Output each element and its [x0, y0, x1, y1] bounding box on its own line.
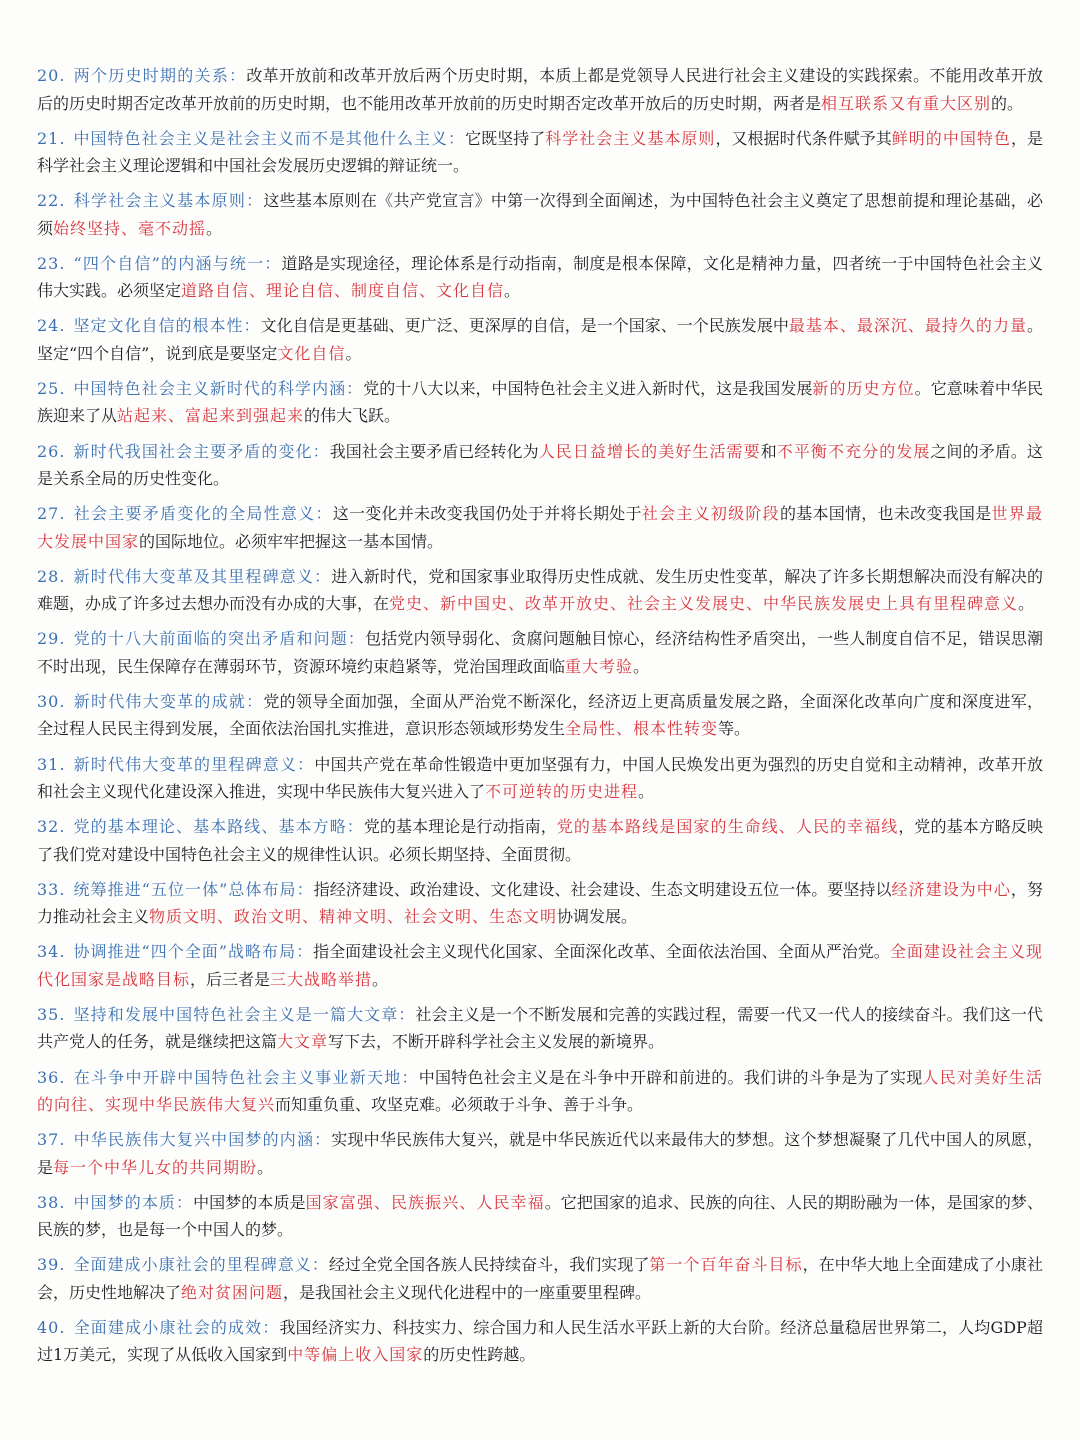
- note-text: 的基本国情，也未改变我国是: [779, 504, 992, 524]
- note-item: [37, 751, 1043, 806]
- note-text: 。: [633, 656, 650, 676]
- note-text: 。: [257, 1157, 274, 1177]
- note-title: 党的十八大前面临的突出矛盾和问题：: [73, 629, 366, 649]
- note-item: [37, 375, 1043, 430]
- highlighted-keyword: 三大战略举措: [270, 969, 373, 989]
- note-text: 。: [1018, 594, 1035, 614]
- note-text: 进入新时代，党和国家事业取得历史性成就、发生历史性变革，解决了许多长期想解决而没有解决的难题，办成了许多过去想办而没有办成的大事，在: [37, 566, 1043, 614]
- note-title: 协调推进“四个全面”战略布局：: [73, 942, 314, 962]
- note-title: 新时代伟大变革的成就：: [73, 691, 264, 711]
- note-text: 党的领导全面加强，全面从严治党不断深化，经济迈上更高质量发展之路，全面深化改革向广度和深度进军，全过程人民民主得到发展，全面依法治国扎实推进，意识形态领域形势发生: [37, 691, 1043, 739]
- note-text: 文化自信是更基础、更广泛、更深厚的自信，是一个国家、一个民族发展中: [260, 316, 789, 336]
- highlighted-keyword: 全局性、根本性转变: [565, 719, 719, 739]
- highlighted-keyword: 文化自信: [277, 343, 346, 363]
- note-text: 它既坚持了: [465, 128, 546, 148]
- highlighted-keyword: 道路自信、理论自信、制度自信、文化自信: [181, 281, 505, 301]
- note-item: [37, 1189, 1043, 1244]
- note-item: [37, 125, 1043, 180]
- note-text: 中国梦的本质是: [193, 1192, 306, 1212]
- note-number: 23.: [37, 253, 66, 273]
- note-text: 。它把国家的追求、民族的向往、人民的期盼融为一体，是国家的梦、民族的梦，也是每一个中国人的梦。: [37, 1192, 1043, 1240]
- note-item: [37, 876, 1043, 931]
- note-text: 。: [206, 218, 223, 238]
- highlighted-keyword: 不可逆转的历史进程: [485, 782, 639, 802]
- highlighted-keyword: 相互联系又有重大区别: [821, 93, 992, 113]
- note-title: 新时代我国社会主要矛盾的变化：: [73, 441, 330, 461]
- note-text: 经过全党全国各族人民持续奋斗，我们实现了: [328, 1255, 650, 1275]
- highlighted-keyword: 物质文明、政治文明、精神文明、社会文明、生态文明: [149, 907, 558, 927]
- note-title: 统筹推进“五位一体”总体布局：: [73, 879, 314, 899]
- note-text: 包括党内领导弱化、贪腐问题触目惊心，经济结构性矛盾突出，一些人制度自信不足，错误思潮不时出现，民生保障存在薄弱环节，资源环境约束趋紧等，党治国理政面临: [37, 629, 1043, 676]
- note-text: ，是科学社会主义理论逻辑和中国社会发展历史逻辑的辩证统一。: [37, 128, 1043, 176]
- highlighted-keyword: 世界最大发展中国家: [37, 504, 1043, 551]
- note-text: ，在中华大地上全面建成了小康社会，历史性地解决了: [37, 1255, 1043, 1302]
- note-number: 33.: [37, 879, 66, 899]
- note-text: 等。: [718, 719, 751, 739]
- note-text: 写下去，不断开辟科学社会主义发展的新境界。: [328, 1032, 665, 1052]
- highlighted-keyword: 始终坚持、毫不动摇: [53, 218, 207, 238]
- note-text: 这些基本原则在《共产党宣言》中第一次得到全面阐述，为中国特色社会主义奠定了思想前提和理论基础，必须: [37, 191, 1043, 238]
- note-title: 新时代伟大变革的里程碑意义：: [73, 754, 315, 774]
- note-item: [37, 1126, 1043, 1181]
- note-text: 。: [345, 343, 362, 363]
- note-text: 的国际地位。必须牢牢把握这一基本国情。: [139, 531, 444, 551]
- note-title: 坚定文化自信的根本性：: [73, 316, 261, 336]
- highlighted-keyword: 社会主义初级阶段: [641, 504, 780, 524]
- highlighted-keyword: 科学社会主义基本原则: [545, 128, 716, 148]
- note-number: 25.: [37, 378, 66, 398]
- note-number: 32.: [37, 817, 66, 837]
- note-title: 中国特色社会主义是社会主义而不是其他什么主义：: [73, 128, 466, 148]
- note-item: [37, 1064, 1043, 1119]
- note-text: 我国经济实力、科技实力、综合国力和人民生活水平跃上新的大台阶。经济总量稳居世界第二，人均GDP超过1万美元，实现了从低收入国家到: [37, 1317, 1043, 1365]
- note-text: 中国共产党在革命性锻造中更加坚强有力，中国人民焕发出更为强烈的历史自觉和主动精神，改革开放和社会主义现代化建设深入推进，实现中华民族伟大复兴进入了: [37, 754, 1043, 802]
- note-text: 党的基本理论是行动指南，: [363, 817, 557, 837]
- note-item: [37, 813, 1043, 868]
- note-item: [37, 938, 1043, 993]
- note-item: [37, 1001, 1043, 1056]
- note-item: [37, 563, 1043, 618]
- highlighted-keyword: 中等偏上收入国家: [287, 1345, 424, 1365]
- note-text: 的历史性跨越。: [423, 1345, 536, 1365]
- note-number: 28.: [37, 566, 66, 586]
- note-item: [37, 62, 1043, 117]
- highlighted-keyword: 经济建设为中心: [891, 879, 1011, 899]
- note-title: 坚持和发展中国特色社会主义是一篇大文章：: [73, 1004, 416, 1024]
- note-text: 指全面建设社会主义现代化国家、全面深化改革、全面依法治国、全面从严治党。: [313, 942, 890, 962]
- note-number: 31.: [37, 754, 66, 774]
- note-item: [37, 688, 1043, 743]
- note-text: 之间的矛盾。这是关系全局的历史性变化。: [37, 441, 1043, 489]
- note-text: 。: [504, 281, 521, 301]
- note-number: 40.: [37, 1317, 66, 1337]
- note-text: 。: [372, 969, 389, 989]
- note-title: 在斗争中开辟中国特色社会主义事业新天地：: [73, 1067, 419, 1087]
- note-number: 21.: [37, 128, 66, 148]
- note-text: ，又根据时代条件赋予其: [715, 128, 892, 148]
- note-text: 指经济建设、政治建设、文化建设、社会建设、生态文明建设五位一体。要坚持以: [313, 879, 892, 899]
- note-text: ，努力推动社会主义: [37, 879, 1043, 927]
- note-text: ，党的基本方略反映了我们党对建设中国特色社会主义的规律性认识。必须长期坚持、全面贯彻。: [37, 817, 1043, 864]
- note-item: [37, 1314, 1043, 1369]
- note-number: 24.: [37, 316, 66, 336]
- note-number: 37.: [37, 1130, 66, 1150]
- note-item: [37, 500, 1043, 555]
- note-text: 和: [760, 441, 777, 461]
- note-title: 中国特色社会主义新时代的科学内涵：: [73, 378, 364, 398]
- note-title: 党的基本理论、基本路线、基本方略：: [73, 817, 364, 837]
- highlighted-keyword: 重大考验: [565, 656, 634, 676]
- note-number: 36.: [37, 1067, 66, 1087]
- note-text: 实现中华民族伟大复兴，就是中华民族近代以来最伟大的梦想。这个梦想凝聚了几代中国人的夙愿，是: [37, 1130, 1043, 1177]
- note-item: [37, 312, 1043, 367]
- note-title: 中华民族伟大复兴中国梦的内涵：: [73, 1130, 332, 1150]
- note-number: 39.: [37, 1255, 66, 1275]
- note-text: ，后三者是: [190, 969, 271, 989]
- highlighted-keyword: 第一个百年奋斗目标: [649, 1255, 803, 1275]
- note-title: 社会主要矛盾变化的全局性意义：: [73, 504, 333, 524]
- highlighted-keyword: 人民日益增长的美好生活需要: [538, 441, 761, 461]
- note-number: 20.: [37, 66, 66, 85]
- note-text: 。坚定“四个自信”，说到底是要坚定: [37, 316, 1043, 363]
- note-text: 社会主义是一个不断发展和完善的实践过程，需要一代又一代人的接续奋斗。我们这一代共产党人的任务，就是继续把这篇: [37, 1004, 1043, 1052]
- note-text: 中国特色社会主义是在斗争中开辟和前进的。我们讲的斗争是为了实现: [418, 1067, 923, 1087]
- note-number: 30.: [37, 691, 66, 711]
- highlighted-keyword: 不平衡不充分的发展: [776, 441, 931, 461]
- highlighted-keyword: 国家富强、民族振兴、人民幸福: [305, 1192, 545, 1212]
- note-title: 科学社会主义基本原则：: [73, 191, 264, 211]
- note-number: 34.: [37, 942, 66, 962]
- note-number: 26.: [37, 441, 66, 461]
- note-text: 我国社会主要矛盾已经转化为: [329, 441, 539, 461]
- highlighted-keyword: 大文章: [277, 1032, 329, 1052]
- note-text: 的。: [991, 93, 1024, 113]
- note-text: 。它意味着中华民族迎来了从: [37, 378, 1043, 426]
- note-text: ，是我国社会主义现代化进程中的一座重要里程碑。: [283, 1282, 652, 1302]
- highlighted-keyword: 站起来、富起来到强起来: [117, 406, 305, 426]
- highlighted-keyword: 全面建设社会主义现代化国家是战略目标: [37, 942, 1043, 989]
- note-item: [37, 438, 1043, 493]
- note-text: 而知重负重、攻坚克难。必须敢于斗争、善于斗争。: [275, 1095, 644, 1114]
- note-number: 22.: [37, 191, 66, 211]
- note-number: 35.: [37, 1004, 66, 1024]
- highlighted-keyword: 新的历史方位: [812, 378, 915, 398]
- highlighted-keyword: 人民对美好生活的向往、实现中华民族伟大复兴: [37, 1067, 1043, 1114]
- note-number: 38.: [37, 1192, 66, 1212]
- note-item: [37, 625, 1043, 680]
- note-text: 党的十八大以来，中国特色社会主义进入新时代，这是我国发展: [363, 378, 813, 398]
- note-number: 27.: [37, 504, 66, 524]
- note-text: 这一变化并未改变我国仍处于并将长期处于: [332, 504, 642, 524]
- highlighted-keyword: 鲜明的中国特色: [891, 128, 1011, 148]
- note-title: 两个历史时期的关系：: [73, 66, 247, 85]
- note-title: 中国梦的本质：: [73, 1192, 194, 1212]
- note-item: [37, 250, 1043, 305]
- note-text: 道路是实现途径，理论体系是行动指南，制度是根本保障，文化是精神力量，四者统一于中国特色社会主义伟大实践。必须坚定: [37, 253, 1043, 301]
- note-text: 改革开放前和改革开放后两个历史时期，本质上都是党领导人民进行社会主义建设的实践探索。不能用改革开放后的历史时期否定改革开放前的历史时期，也不能用改革开放前的历史时期否定改革开放后的历史时期，两者是: [37, 66, 1043, 113]
- note-text: 的伟大飞跃。: [304, 406, 401, 426]
- note-number: 29.: [37, 629, 66, 649]
- note-item: [37, 1251, 1043, 1306]
- highlighted-keyword: 党史、新中国史、改革开放史、社会主义发展史、中华民族发展史上具有里程碑意义: [389, 594, 1019, 614]
- note-title: “四个自信”的内涵与统一：: [73, 253, 282, 273]
- note-text: 。: [638, 782, 655, 802]
- note-title: 全面建成小康社会的成效：: [73, 1317, 280, 1337]
- note-text: 协调发展。: [557, 907, 638, 927]
- note-item: [37, 187, 1043, 242]
- highlighted-keyword: 每一个中华儿女的共同期盼: [53, 1157, 258, 1177]
- note-title: 全面建成小康社会的里程碑意义：: [73, 1255, 329, 1275]
- highlighted-keyword: 党的基本路线是国家的生命线、人民的幸福线: [556, 817, 899, 837]
- highlighted-keyword: 最基本、最深沉、最持久的力量: [788, 316, 1027, 336]
- note-title: 新时代伟大变革及其里程碑意义：: [73, 566, 332, 586]
- study-notes-list: [37, 62, 1043, 1376]
- highlighted-keyword: 绝对贫困问题: [181, 1282, 284, 1302]
